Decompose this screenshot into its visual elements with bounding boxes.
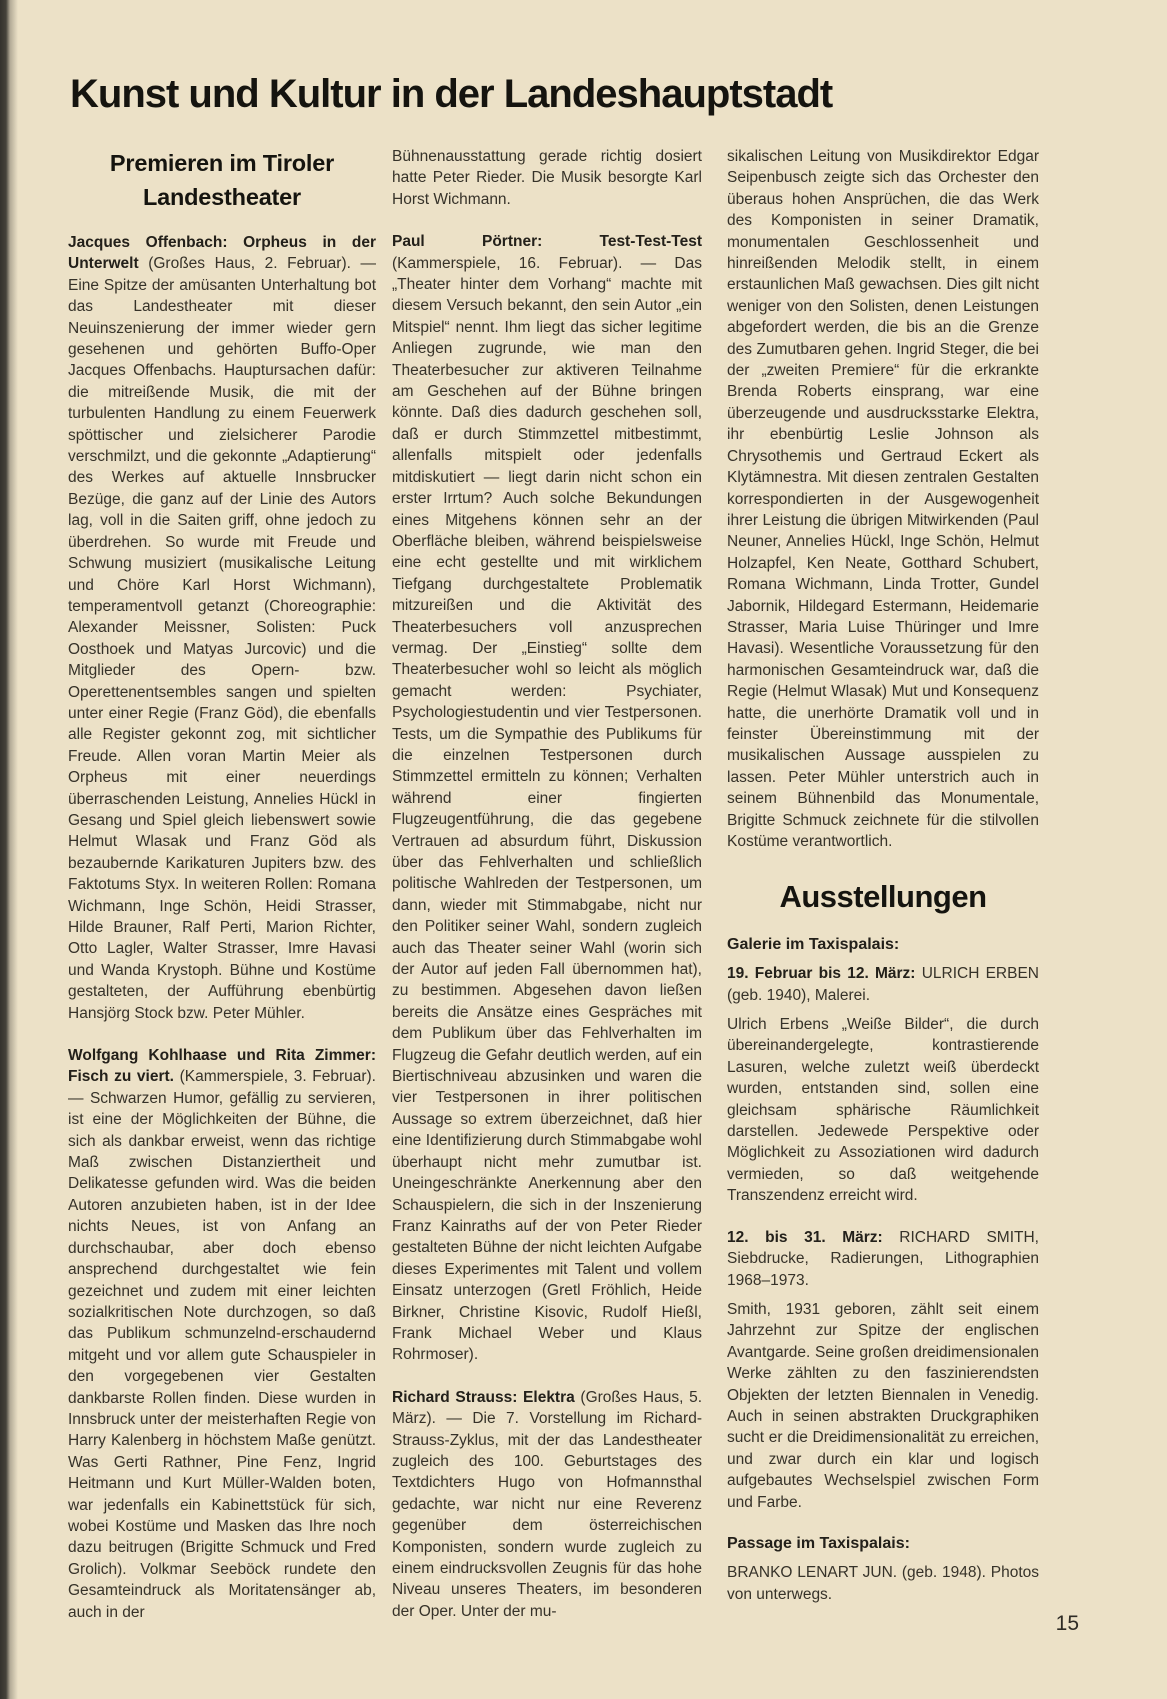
exhibition-dates: 12. bis 31. März: xyxy=(727,1228,883,1246)
article-lead: Wolfgang Kohlhaase und Rita Zimmer: Fisch zu viert. xyxy=(68,1047,376,1086)
article-lead: Richard Strauss: Elektra xyxy=(392,1388,575,1406)
article-body: (Kammerspiele, 16. Februar). — Das „Theater hinter dem Vorhang“ machte mit diesem Versuch bekannt, den sein Autor „ein Mitspiel“ nennt. Ihm liegt das sicher legitime Anliegen zugrunde, wie man den Theaterbesucher zur aktiveren Teilnahme am Geschehen auf der Bühne bringen könnte. Daß dies dadurch geschehen soll, daß er durch Stimmzettel mitbestimmt, allenfalls mitspielt oder jedenfalls mitdiskutiert — liegt darin nicht schon ein erster Irrtum? Auch solche Bekundungen eines Mitgehens können sehr an der Oberfläche bleiben, während beispielsweise eine echt gestellte und mit wirklichem Tiefgang durchgestaltete Problematik mitzureißen und die Aktivität des Theaterbesuchers voll anzusprechen vermag. Der „Einstieg“ sollte dem Theaterbesucher wohl so leicht als möglich gemacht werden: Psychiater, Psychologiestudentin und vier Testpersonen. Tests, um die Sympathie des Publikums für die einzelnen Testpersonen durch Stimmzettel ermitteln zu können; Verhalten während einer fingierten Flugzeugentführung, die das gegebene Vertrauen ad absurdum führt, Diskussion über das Fehlverhalten und schließlich politische Wahlreden der Testpersonen, um dann, wieder mit Stimmabgabe, nicht nur den Politiker seiner Wahl, sondern zugleich auch das Theater seiner Wahl (worin sich der Autor auf jeden Fall übernommen hat), zu bestimmen. Abgesehen davon ließen bereits die Ansätze eines Gespräches mit dem Publikum über das Fehlverhalten im Flugzeug die Gefahr deutlich werden, auf ein Biertischniveau abzusinken und waren die vier Testpersonen in ihrer politischen Aussage so extrem überzeichnet, daß hier eine Identifizierung durch Stimmabgabe wohl überhaupt nicht mehr zumutbar ist. Uneingeschränkte Anerkennung aber den Schauspielern, die sich in der Inszenierung Franz Kainraths auf der von Peter Rieder gestalteten Bühne der nicht leichten Aufgabe dieses Experimentes mit Talent und vollem Einsatz unterzogen (Gretl Fröhlich, Heide Birkner, Christine Kisovic, Rudolf Hießl, Frank Michael Weber und Klaus Rohrmoser). xyxy=(392,254,702,1364)
exhibition-description: Ulrich Erbens „Weiße Bilder“, die durch übereinandergelegte, kontrastierende Lasuren, welche zuletzt weiß überdeckt wurden, entstanden sind, sollen eine gleichsam sphärische Räumlichkeit darstellen. Jedewede Perspektive oder Möglichkeit zu Assoziationen wird dadurch vermieden, so daß weitgehende Transzendenz erreicht wird. xyxy=(727,1016,1039,1205)
exhibition-artist: RICHARD SMITH, Siebdrucke, Radierungen, Lithographien 1968–1973. xyxy=(727,1228,1039,1289)
article-offenbach-orpheus xyxy=(68,232,376,1024)
column-middle xyxy=(392,146,702,1622)
column-right xyxy=(727,146,1039,1605)
exhibition-lenart: BRANKO LENART JUN. (geb. 1948). Photos von unterwegs. xyxy=(727,1564,1039,1603)
exhibition-erben xyxy=(727,963,1039,1006)
venue-heading-galerie: Galerie im Taxispalais: xyxy=(727,935,900,953)
exhibition-artist: ULRICH ERBEN (geb. 1940), Malerei. xyxy=(727,965,1039,1004)
article-fisch-zu-viert xyxy=(68,1045,376,1623)
venue-heading-passage: Passage im Taxispalais: xyxy=(727,1534,910,1552)
page-number: 15 xyxy=(1055,1612,1079,1635)
scan-edge-shadow xyxy=(0,0,18,1699)
article-test-test-test xyxy=(392,231,702,1366)
column-left xyxy=(68,146,376,1623)
article-lead: Paul Pörtner: Test-Test-Test xyxy=(392,233,702,251)
page-title: Kunst und Kultur in der Landeshauptstadt xyxy=(70,72,833,116)
article-body: (Großes Haus, 2. Februar). — Eine Spitze der amüsanten Unterhaltung bot das Landestheater mit dieser Neuinszenierung der immer wieder gern gesehenen und gehörten Buffo-Oper Jacques Offenbachs. Hauptursachen dafür: die mitreißende Musik, die mit der turbulenten Handlung zu einem Feuerwerk spöttischer und zielsicherer Parodie verschmilzt, und die gekonnte „Adaptierung“ des Werkes auf aktuelle Innsbrucker Bezüge, die ganz auf der Linie des Autors lag, voll in die Saiten griff, ohne jedoch zu überdrehen. So wurde mit Freude und Schwung musiziert (musikalische Leitung und Chöre Karl Horst Wichmann), temperamentvoll getanzt (Choreographie: Alexander Meissner, Solisten: Puck Oosthoek und Matyas Jurcovic) und die Mitglieder des Opern- bzw. Operettenentsembles sangen und spielten unter einer Regie (Franz Göd), die ebenfalls alle Register gekonnt zog, mit sichtlicher Freude. Allen voran Martin Meier als Orpheus mit einer neuerdings überraschenden Leistung, Annelies Hückl in Gesang und Spiel gleich liebenswert sowie Helmut Wlasak und Franz Göd als bezaubernde Karikaturen Jupiters bzw. des Faktotums Styx. In weiteren Rollen: Romana Wichmann, Inge Schön, Heidi Strasser, Hilde Brauner, Ralf Perti, Marion Richter, Otto Lagler, Walter Strasser, Imre Havasi und Wanda Krystoph. Bühne und Kostüme gestalteten, der Aufführung ebenbürtig Hansjörg Stock bzw. Peter Mühler. xyxy=(68,255,376,1022)
column-continuation-text: sikalischen Leitung von Musikdirektor Edgar Seipenbusch zeigte sich das Orchester den überaus hohen Ansprüchen, die das Werk des Komponisten in seiner Dramatik, monumentalen Geschlossenheit und hinreißenden Melodik stellt, in einem erstaunlichen Maß gewachsen. Dies gilt nicht weniger von den Solisten, denen Leistungen abgefordert werden, die bis an die Grenze des Zumutbaren gehen. Ingrid Steger, die bei der „zweiten Premiere“ für die erkrankte Brenda Roberts einsprang, war eine überzeugende und ausdrucksstarke Elektra, ihr ebenbürtig Leslie Johnson als Chrysothemis und Gertraud Eckert als Klytämnestra. Mit diesen zentralen Gestalten korrespondierten in der Ausgewogenheit ihrer Leistung die übrigen Mitwirkenden (Paul Neuner, Annelies Hückl, Inge Schön, Helmut Holzapfel, Ken Neate, Gotthard Schubert, Romana Wichmann, Linda Trotter, Gundel Jabornik, Hildegard Estermann, Heidemarie Strasser, Maria Luise Thüringer und Imre Havasi). Wesentliche Voraussetzung für den harmonischen Gesamteindruck war, daß die Regie (Helmut Wlasak) Mut und Konsequenz hatte, die unerhörte Dramatik voll und in feinster Übereinstimmung mit der musikalischen Aussage ausspielen zu lassen. Peter Mühler unterstrich auch in seinem Bühnenbild das Monumentale, Brigitte Schmuck zeichnete für die stilvollen Kostüme verantwortlich. xyxy=(727,148,1039,850)
exhibition-dates: 19. Februar bis 12. März: xyxy=(727,965,916,983)
heading-line-1: Premieren im Tiroler xyxy=(109,150,335,176)
exhibition-smith xyxy=(727,1227,1039,1291)
section-heading-premieren xyxy=(68,146,376,214)
article-body: (Kammerspiele, 3. Februar). — Schwarzen Humor, gefällig zu servieren, ist eine der Möglichkeiten der Bühne, die sich als dankbar erweist, wenn das richtige Maß zwischen Distanziertheit und Delikatesse gefunden wird. Was die beiden Autoren anzubieten haben, ist in der Idee nichts Neues, ist von Anfang an durchschaubar, aber doch ebenso ansprechend durchgestaltet wie fein gezeichnet und zudem mit einer leichten sozialkritischen Note durchzogen, so daß das Publikum schmunzelnd-erschaudernd mitgeht und vor allem gute Schauspieler in den vorgegebenen vier Gestalten dankbarste Rollen finden. Diese wurden in Innsbruck unter der meisterhaften Regie von Harry Kalenberg in höchstem Maße genützt. Was Gerti Rathner, Pine Fenz, Ingrid Heitmann und Kurt Müller-Walden boten, war jedenfalls ein Kabinettstück für sich, wobei Kostüme und Masken das Ihre noch dazu beitrugen (Brigitte Schmuck und Fred Grolich). Volkmar Seeböck rundete den Gesamteindruck als Moritatensänger ab, auch in der xyxy=(68,1068,376,1621)
exhibition-description: Smith, 1931 geboren, zählt seit einem Jahrzehnt zur Spitze der englischen Avantgarde. Seine großen dreidimensionalen Werke zählten zu den faszinierendsten Objekten der letzten Biennalen in Venedig. Auch in seinen abstrakten Druckgraphiken sucht er die Dreidimensionalität zu erreichen, und zwar durch ein klar und logisch aufgebautes Wechselspiel zwischen Form und Farbe. xyxy=(727,1300,1039,1511)
article-body: (Großes Haus, 5. März). — Die 7. Vorstellung im Richard-Strauss-Zyklus, mit der das Landestheater zugleich des 100. Geburtstages des Textdichters Hugo von Hofmannsthal gedachte, war nicht nur eine Reverenz gegenüber dem österreichischen Komponisten, sondern wurde zugleich zu einem eindrucksvollen Zeugnis für das hohe Niveau unseres Theaters, im besonderen der Oper. Unter der mu- xyxy=(392,1388,702,1620)
article-lead: Jacques Offenbach: Orpheus in der Unterwelt xyxy=(68,234,376,273)
heading-line-2: Landestheater xyxy=(142,184,302,210)
article-elektra xyxy=(392,1387,702,1622)
column-continuation-text: Bühnenausstattung gerade richtig dosiert hatte Peter Rieder. Die Musik besorgte Karl Horst Wichmann. xyxy=(392,148,702,208)
section-heading-ausstellungen: Ausstellungen xyxy=(779,879,987,915)
